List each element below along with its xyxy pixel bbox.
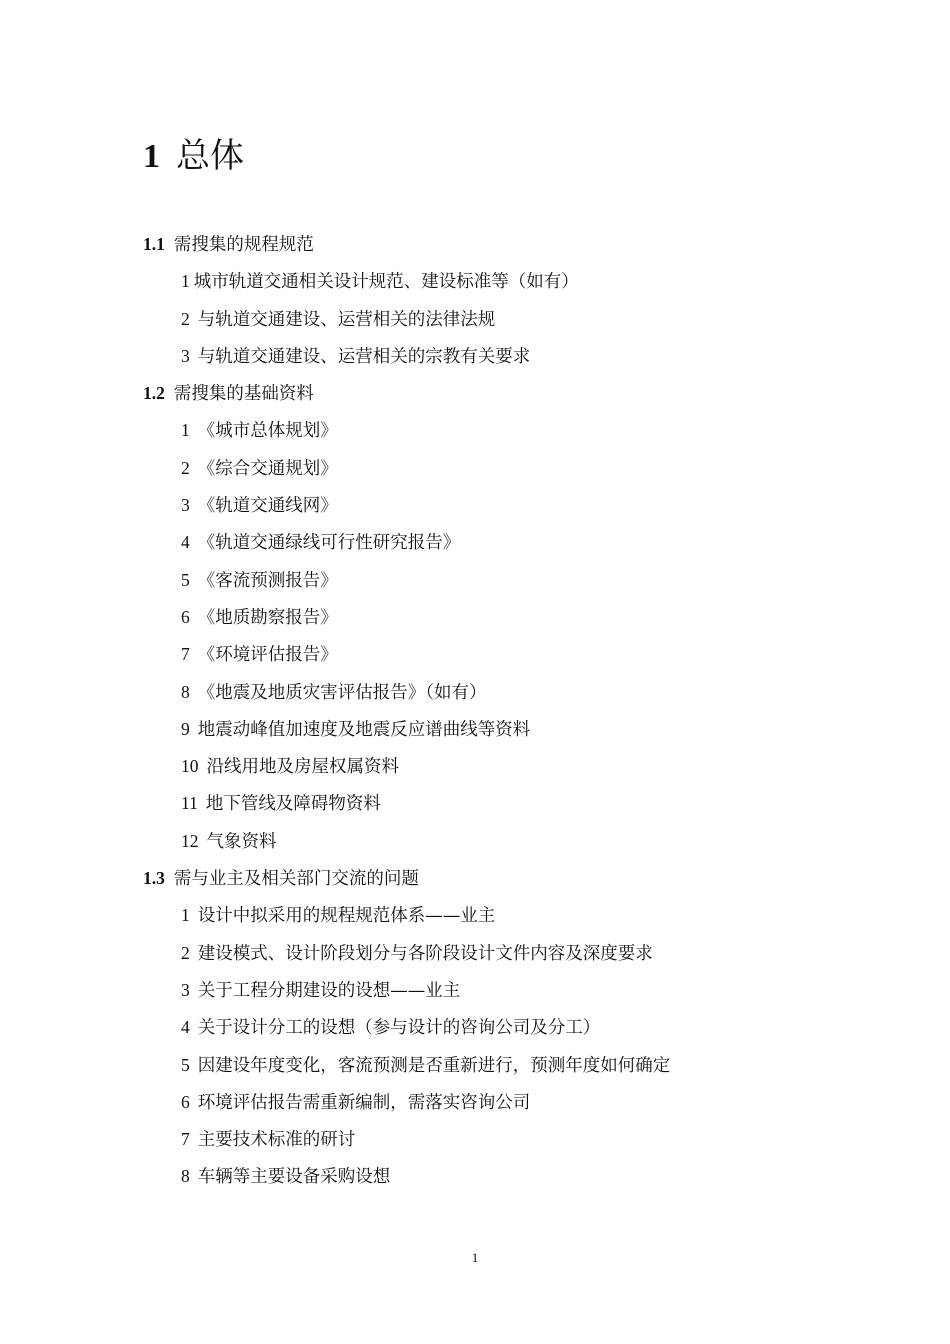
section-number: 1.2 — [143, 383, 165, 404]
section-heading — [143, 375, 863, 412]
list-item-number: 6 — [181, 606, 190, 627]
list-item-text: 建设模式、设计阶段划分与各阶段设计文件内容及深度要求 — [197, 943, 653, 964]
list-item-text: 与轨道交通建设、运营相关的法律法规 — [197, 309, 496, 330]
list-item — [143, 636, 863, 673]
list-item — [143, 785, 863, 822]
chapter-title — [143, 134, 244, 179]
list-item-text: 车辆等主要设备采购设想 — [197, 1167, 391, 1188]
list-item — [143, 1084, 863, 1121]
list-item-text: 《环境评估报告》 — [197, 645, 338, 666]
list-item-text: 《城市总体规划》 — [197, 421, 338, 442]
list-item-number: 8 — [181, 681, 190, 702]
list-item-number: 5 — [181, 569, 190, 590]
section-heading — [143, 226, 863, 263]
section-title: 需搜集的规程规范 — [173, 235, 314, 255]
list-item-text: 《轨道交通绿线可行性研究报告》 — [197, 533, 461, 554]
list-item-number: 11 — [181, 793, 198, 814]
list-item-text: 设计中拟采用的规程规范体系——业主 — [197, 906, 496, 927]
list-item — [143, 338, 863, 375]
list-item-text: 《客流预测报告》 — [197, 570, 338, 591]
list-item-number: 1 — [181, 271, 190, 292]
list-item-text: 地震动峰值加速度及地震反应谱曲线等资料 — [197, 719, 531, 740]
list-item-number: 7 — [181, 1129, 190, 1150]
list-item-number: 4 — [181, 532, 190, 553]
list-item-text: 《轨道交通线网》 — [197, 496, 338, 517]
list-item — [143, 1009, 863, 1046]
chapter-number: 1 — [143, 138, 160, 175]
list-item-number: 5 — [181, 1054, 190, 1075]
list-item — [143, 301, 863, 338]
list-item — [143, 524, 863, 561]
list-item-text: 《综合交通规划》 — [197, 458, 338, 479]
list-item-text: 城市轨道交通相关设计规范、建设标准等（如有） — [193, 272, 579, 293]
list-item — [143, 450, 863, 487]
list-item-text: 地下管线及障碍物资料 — [205, 794, 381, 815]
list-item — [143, 748, 863, 785]
list-item — [143, 935, 863, 972]
list-item-number: 3 — [181, 345, 190, 366]
chapter-title-text: 总体 — [176, 136, 244, 176]
list-item-number: 12 — [181, 830, 199, 851]
list-item — [143, 1047, 863, 1084]
section-title: 需搜集的基础资料 — [173, 384, 314, 405]
list-item — [143, 674, 863, 711]
section-heading — [143, 860, 863, 897]
list-item-number: 2 — [181, 942, 190, 963]
list-item-text: 沿线用地及房屋权属资料 — [206, 757, 399, 778]
list-item — [143, 562, 863, 599]
list-item-text: 《地震及地质灾害评估报告》（如有） — [197, 682, 487, 703]
list-item-number: 8 — [181, 1166, 190, 1187]
list-item-text: 气象资料 — [206, 831, 277, 852]
list-item — [143, 897, 863, 934]
list-item — [143, 711, 863, 748]
list-item — [143, 972, 863, 1009]
list-item-text: 关于设计分工的设想（参与设计的咨询公司及分工） — [197, 1018, 601, 1039]
list-item — [143, 487, 863, 524]
list-item — [143, 1158, 863, 1195]
list-item-text: 环境评估报告需重新编制，需落实咨询公司 — [197, 1092, 531, 1113]
list-item — [143, 599, 863, 636]
list-item-text: 主要技术标准的研讨 — [197, 1130, 356, 1151]
list-item — [143, 1121, 863, 1158]
list-item-text: 与轨道交通建设、运营相关的宗教有关要求 — [197, 346, 531, 367]
list-item-number: 9 — [181, 718, 190, 739]
list-item-text: 关于工程分期建设的设想——业主 — [197, 980, 461, 1001]
list-item-number: 4 — [181, 1017, 190, 1038]
list-item-number: 7 — [181, 644, 190, 665]
document-body — [143, 226, 863, 1196]
list-item-number: 10 — [181, 756, 199, 777]
list-item-number: 3 — [181, 979, 190, 1000]
list-item-number: 1 — [181, 905, 190, 926]
list-item-text: 《地质勘察报告》 — [197, 607, 338, 628]
list-item-number: 6 — [181, 1091, 190, 1112]
section-number: 1.1 — [143, 234, 165, 254]
list-item — [143, 412, 863, 449]
page-number: 1 — [471, 1250, 479, 1265]
list-item — [143, 263, 863, 300]
list-item-number: 1 — [181, 420, 190, 441]
list-item-text: 因建设年度变化，客流预测是否重新进行，预测年度如何确定 — [197, 1055, 671, 1076]
list-item-number: 2 — [181, 457, 190, 478]
list-item-number: 2 — [181, 308, 190, 329]
list-item — [143, 823, 863, 860]
list-item-number: 3 — [181, 495, 190, 516]
section-title: 需与业主及相关部门交流的问题 — [173, 869, 419, 890]
section-number: 1.3 — [143, 868, 165, 889]
